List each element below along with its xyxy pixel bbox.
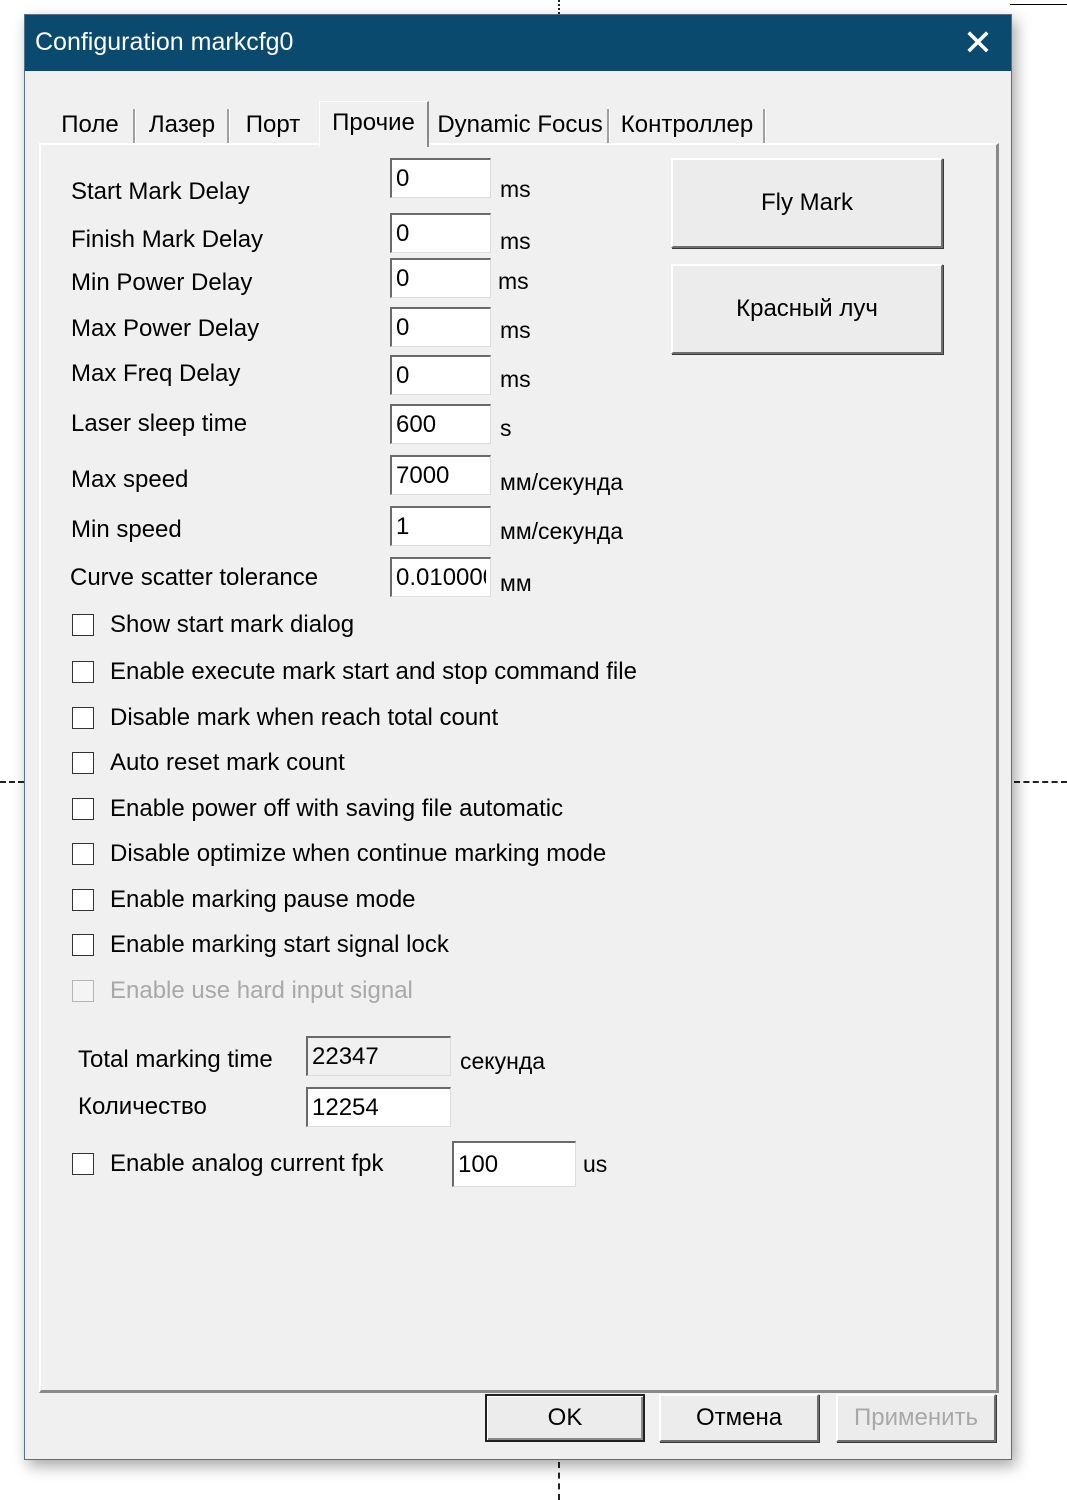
enable-execute-command-file-checkbox[interactable]: [72, 657, 637, 687]
checkbox-label: Enable power off with saving file automatic: [110, 795, 564, 822]
max-power-delay-input[interactable]: [390, 307, 491, 347]
disable-optimize-continue-checkbox[interactable]: [72, 839, 606, 869]
disable-mark-total-count-checkbox[interactable]: [72, 703, 498, 733]
param-label: Start Mark Delay: [71, 178, 250, 205]
tab-dynamic-focus[interactable]: [431, 107, 609, 143]
param-unit: ms: [500, 176, 531, 202]
tab-pole[interactable]: [45, 107, 135, 143]
tab-label: Dynamic Focus: [437, 111, 603, 138]
tab-label: Контроллер: [620, 111, 754, 138]
tab-other[interactable]: [319, 101, 429, 147]
tab-label: Поле: [61, 111, 119, 138]
title-bar[interactable]: [25, 15, 1011, 71]
total-marking-time-field: [306, 1036, 451, 1076]
curve-scatter-tolerance-input[interactable]: [390, 557, 491, 597]
checkbox-box[interactable]: [72, 843, 94, 865]
tab-controller[interactable]: [609, 107, 765, 143]
param-label: Laser sleep time: [71, 410, 248, 437]
param-label: Min speed: [71, 516, 182, 543]
background-guide-line: [558, 1462, 560, 1500]
checkbox-label: Disable mark when reach total count: [110, 704, 499, 731]
total-marking-time-unit: секунда: [460, 1048, 546, 1074]
param-unit: ms: [498, 268, 529, 294]
red-beam-button[interactable]: Красный луч: [671, 264, 943, 354]
checkbox-box[interactable]: [72, 752, 94, 774]
background-guide-line: [1010, 4, 1067, 5]
param-unit: ms: [500, 317, 531, 343]
checkbox-label: Show start mark dialog: [110, 611, 355, 638]
enable-analog-current-checkbox[interactable]: [72, 1149, 384, 1179]
count-input[interactable]: [306, 1087, 451, 1127]
checkbox-box[interactable]: [72, 707, 94, 729]
checkbox-box[interactable]: [72, 934, 94, 956]
param-unit: мм/секунда: [500, 469, 624, 495]
laser-sleep-time-input[interactable]: [390, 404, 491, 444]
tab-label: Порт: [245, 111, 301, 138]
param-unit: мм/секунда: [500, 518, 624, 544]
apply-button[interactable]: Применить: [836, 1394, 996, 1442]
param-label: Max Power Delay: [71, 315, 260, 342]
checkbox-box[interactable]: [72, 661, 94, 683]
enable-start-signal-lock-checkbox[interactable]: [72, 930, 449, 960]
background-guide-line: [558, 0, 560, 14]
param-label: Max Freq Delay: [71, 360, 241, 387]
checkbox-box[interactable]: [72, 798, 94, 820]
background-guide-line: [1014, 781, 1067, 783]
ok-button[interactable]: OK: [485, 1394, 645, 1442]
param-unit: ms: [500, 366, 531, 392]
tab-label: Лазер: [148, 111, 216, 138]
finish-mark-delay-input[interactable]: [390, 213, 491, 253]
checkbox-box[interactable]: [72, 1153, 94, 1175]
tab-laser[interactable]: [135, 107, 229, 143]
tab-separator: [763, 109, 766, 143]
param-unit: мм: [500, 570, 532, 596]
max-freq-delay-input[interactable]: [390, 355, 491, 395]
checkbox-label: Auto reset mark count: [110, 749, 345, 776]
param-unit: ms: [500, 228, 531, 254]
count-label: Количество: [78, 1093, 207, 1120]
param-label: Min Power Delay: [71, 269, 253, 296]
window-title: Configuration markcfg0: [35, 28, 294, 56]
total-marking-time-label: Total marking time: [78, 1046, 273, 1073]
tab-port[interactable]: [229, 107, 317, 143]
cancel-button[interactable]: Отмена: [659, 1394, 819, 1442]
checkbox-box[interactable]: [72, 889, 94, 911]
enable-power-off-saving-checkbox[interactable]: [72, 794, 563, 824]
fly-mark-button[interactable]: Fly Mark: [671, 158, 943, 248]
tab-label: Прочие: [332, 109, 415, 136]
auto-reset-mark-count-checkbox[interactable]: [72, 748, 345, 778]
param-label: Curve scatter tolerance: [70, 564, 319, 591]
checkbox-label: Enable marking start signal lock: [110, 931, 449, 958]
checkbox-label: Enable use hard input signal: [110, 977, 413, 1004]
close-icon[interactable]: ✕: [962, 22, 994, 63]
param-label: Max speed: [71, 466, 189, 493]
background-guide-line: [0, 781, 24, 783]
enable-marking-pause-checkbox[interactable]: [72, 885, 416, 915]
analog-current-input[interactable]: [452, 1141, 576, 1187]
min-power-delay-input[interactable]: [390, 258, 491, 298]
min-speed-input[interactable]: [390, 506, 491, 546]
show-start-mark-dialog-checkbox[interactable]: [72, 610, 354, 640]
start-mark-delay-input[interactable]: [390, 158, 491, 198]
param-label: Finish Mark Delay: [71, 226, 264, 253]
checkbox-label: Disable optimize when continue marking mode: [110, 840, 607, 867]
checkbox-label: Enable marking pause mode: [110, 886, 416, 913]
param-unit: s: [500, 415, 512, 441]
analog-current-unit: us: [583, 1151, 608, 1177]
checkbox-label: Enable analog current fpk: [110, 1150, 384, 1177]
checkbox-label: Enable execute mark start and stop command file: [110, 658, 637, 685]
checkbox-box[interactable]: [72, 614, 94, 636]
max-speed-input[interactable]: [390, 455, 491, 495]
